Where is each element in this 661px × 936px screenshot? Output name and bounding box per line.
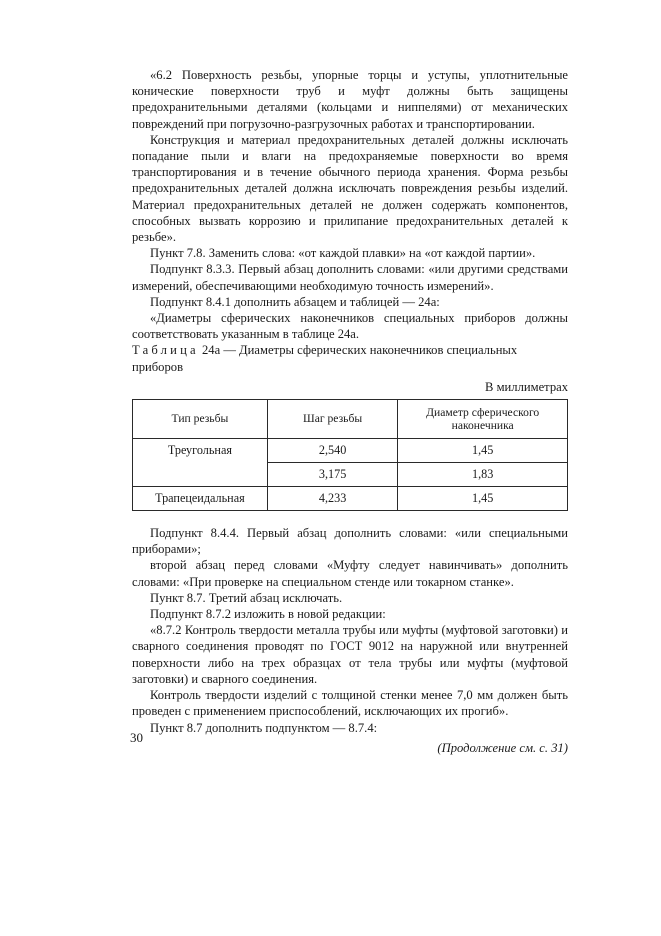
table-caption [132, 342, 568, 374]
table-header-row [133, 400, 568, 439]
table-cell: Трапецеидальная [133, 487, 268, 511]
table-cell: Треугольная [133, 439, 268, 487]
paragraph: «6.2 Поверхность резьбы, упорные торцы и уступы, уплотнительные конические поверхности труб и муфт должны быть защищены предохранительными деталями (кольцами и ниппелями) от механических повреждений при погрузочно-разгрузочных работах и транспортировании. [132, 68, 568, 131]
table-row [133, 439, 568, 463]
page-number: 30 [130, 730, 143, 745]
column-header: Тип резьбы [133, 400, 268, 439]
continuation-note: (Продолжение см. с. 31) [437, 740, 568, 755]
table-cell: 4,233 [267, 487, 398, 511]
data-table [132, 399, 568, 511]
paragraph: Подпункт 8.4.4. Первый абзац дополнить словами: «или специальными приборами»; [132, 526, 568, 557]
table-cell: 1,45 [398, 487, 568, 511]
table-cell: 1,83 [398, 463, 568, 487]
table-cell: 1,45 [398, 439, 568, 463]
column-header: Диаметр сферического наконечника [398, 400, 568, 439]
column-header: Шаг резьбы [267, 400, 398, 439]
table-cell: 2,540 [267, 439, 398, 463]
paragraph: Конструкция и материал предохранительных деталей должны исключать попадание пыли и влаги на предохраняемые поверхности во время транспортирования и в течение обычного периода хранения. Форма резьбы предохранительных деталей должна исключать повреждения резьбы изделий. Материал предохранительных деталей не должен содержать компонентов, способных вызвать коррозию и прилипание предохранительных деталей к резьбе». [132, 132, 568, 245]
paragraph: Подпункт 8.4.1 дополнить абзацем и таблицей — 24а: [150, 294, 440, 309]
paragraph: Подпункт 8.7.2 изложить в новой редакции: [150, 607, 386, 622]
paragraph: Пункт 8.7. Третий абзац исключать. [150, 590, 343, 605]
table-cell: 3,175 [267, 463, 398, 487]
paragraph: «8.7.2 Контроль твердости металла трубы или муфты (муфтовой заготовки) и сварного соединения проводят по ГОСТ 9012 на наружной или внутренней поверхности либо на трех образцах от тела трубы или муфты (муфтовой заготовки) и сварного соединения. [132, 623, 568, 686]
paragraph: Пункт 8.7 дополнить подпунктом — 8.7.4: [150, 720, 378, 735]
paragraph: Подпункт 8.3.3. Первый абзац дополнить словами: «или другими средствами измерений, обеспечивающими необходимую точность измерений». [132, 262, 568, 293]
paragraph: «Диаметры сферических наконечников специальных приборов должны соответствовать указанным в таблице 24а. [132, 311, 568, 342]
text-column [132, 67, 568, 756]
paragraph: Пункт 7.8. Заменить слова: «от каждой плавки» на «от каждой партии». [150, 246, 536, 261]
table-caption-label: Таблица [132, 343, 199, 358]
table-row [133, 487, 568, 511]
table-caption-text: 24а — Диаметры сферических наконечников специальных приборов [132, 343, 518, 374]
paragraph: Контроль твердости изделий с толщиной стенки менее 7,0 мм должен быть проведен с применением приспособлений, исключающих их прогиб». [132, 688, 568, 719]
table-units: В миллиметрах [485, 379, 568, 394]
paragraph: второй абзац перед словами «Муфту следует навинчивать» дополнить словами: «При проверке на специальном стенде или токарном станке». [132, 558, 568, 589]
